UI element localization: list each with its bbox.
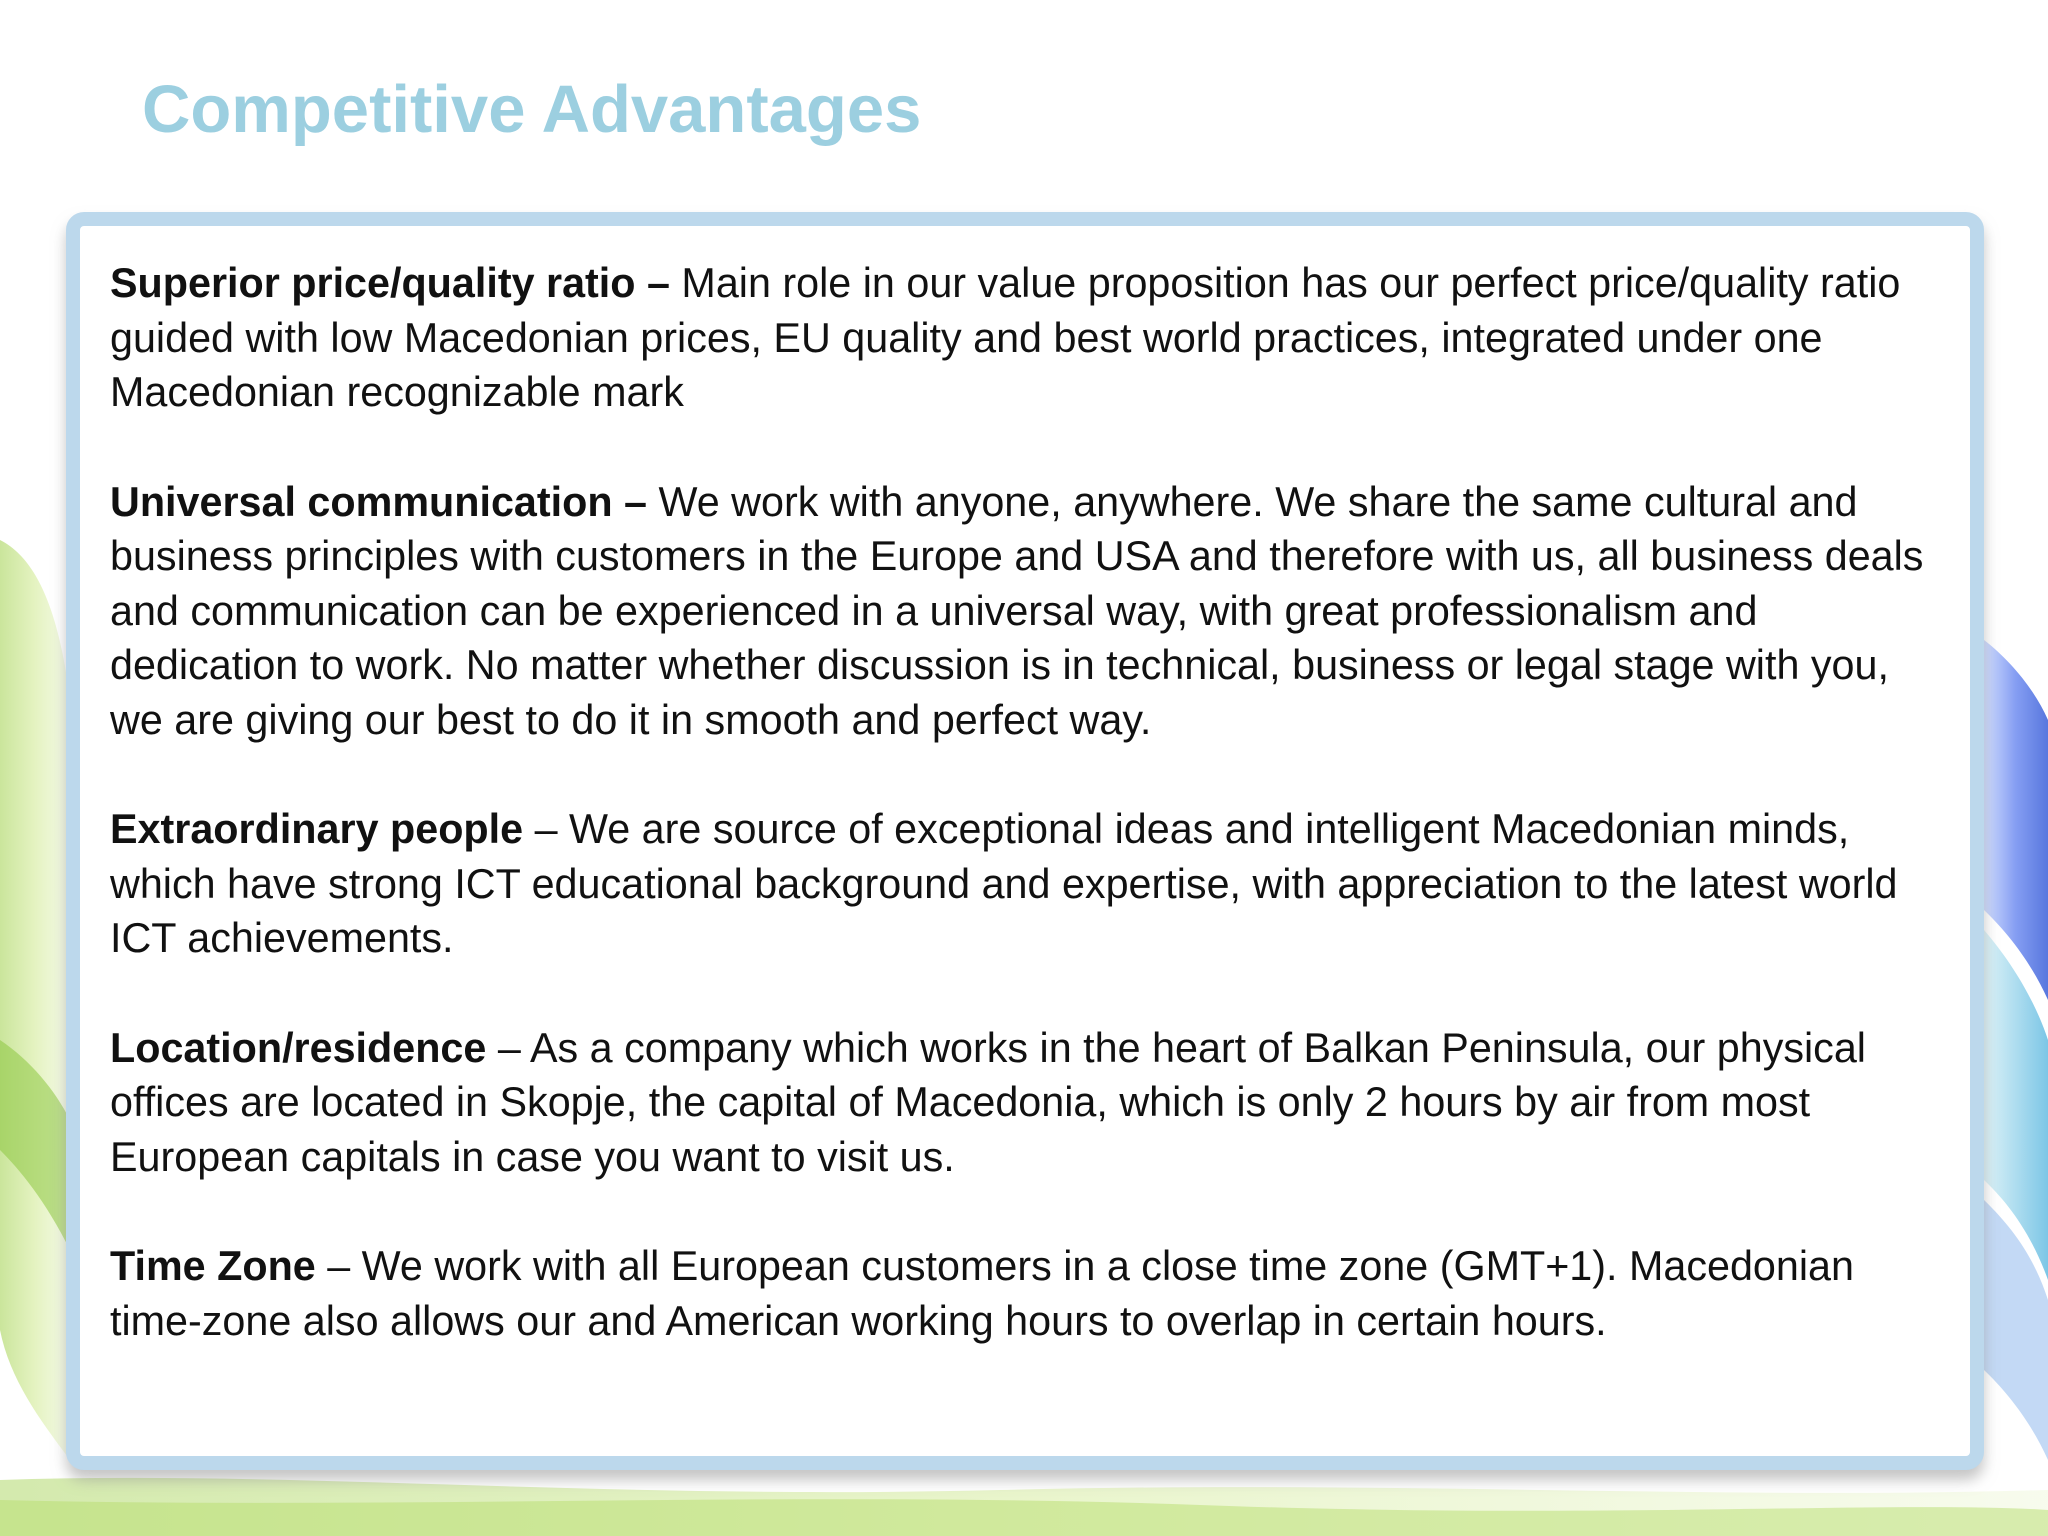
advantage-communication xyxy=(110,475,1940,748)
green-swoosh-1 xyxy=(0,540,70,1460)
advantage-body: – We work with all European customers in a close time zone (GMT+1). Macedonian time-zone also allows our and American working hours to overlap in certain hours. xyxy=(110,1243,1854,1344)
advantage-heading: Location/residence xyxy=(110,1024,487,1071)
advantage-body: We work with anyone, anywhere. We share the same cultural and business principles with customers in the Europe and USA and therefore with us, all business deals and communication can be experienced in a universal way, with great professionalism and dedication to work. No matter whether discussion is in technical, business or legal stage with you, we are giving our best to do it in smooth and perfect way. xyxy=(110,478,1924,743)
content-box xyxy=(66,212,1984,1470)
advantage-people xyxy=(110,802,1940,966)
advantage-location xyxy=(110,1021,1940,1185)
slide-title: Competitive Advantages xyxy=(142,72,922,147)
advantage-heading: Universal communication – xyxy=(110,478,648,525)
advantage-time-zone xyxy=(110,1239,1940,1348)
advantage-body: Main role in our value proposition has our perfect price/quality ratio guided with low Macedonian prices, EU quality and best world practices, integrated under one Macedonian recognizable mark xyxy=(110,260,1901,415)
advantage-heading: Time Zone xyxy=(110,1243,316,1289)
advantage-body: – We are source of exceptional ideas and intelligent Macedonian minds, which have strong ICT educational background and expertise, with appreciation to the latest world ICT achievements. xyxy=(110,806,1898,961)
advantage-price-quality xyxy=(110,256,1940,420)
advantage-heading: Extraordinary people xyxy=(110,806,524,852)
advantage-heading: Superior price/quality ratio – xyxy=(110,260,670,306)
advantage-body: – As a company which works in the heart of Balkan Peninsula, our physical offices are located in Skopje, the capital of Macedonia, which is only 2 hours by air from most European capitals in case you want to visit us. xyxy=(110,1024,1866,1180)
